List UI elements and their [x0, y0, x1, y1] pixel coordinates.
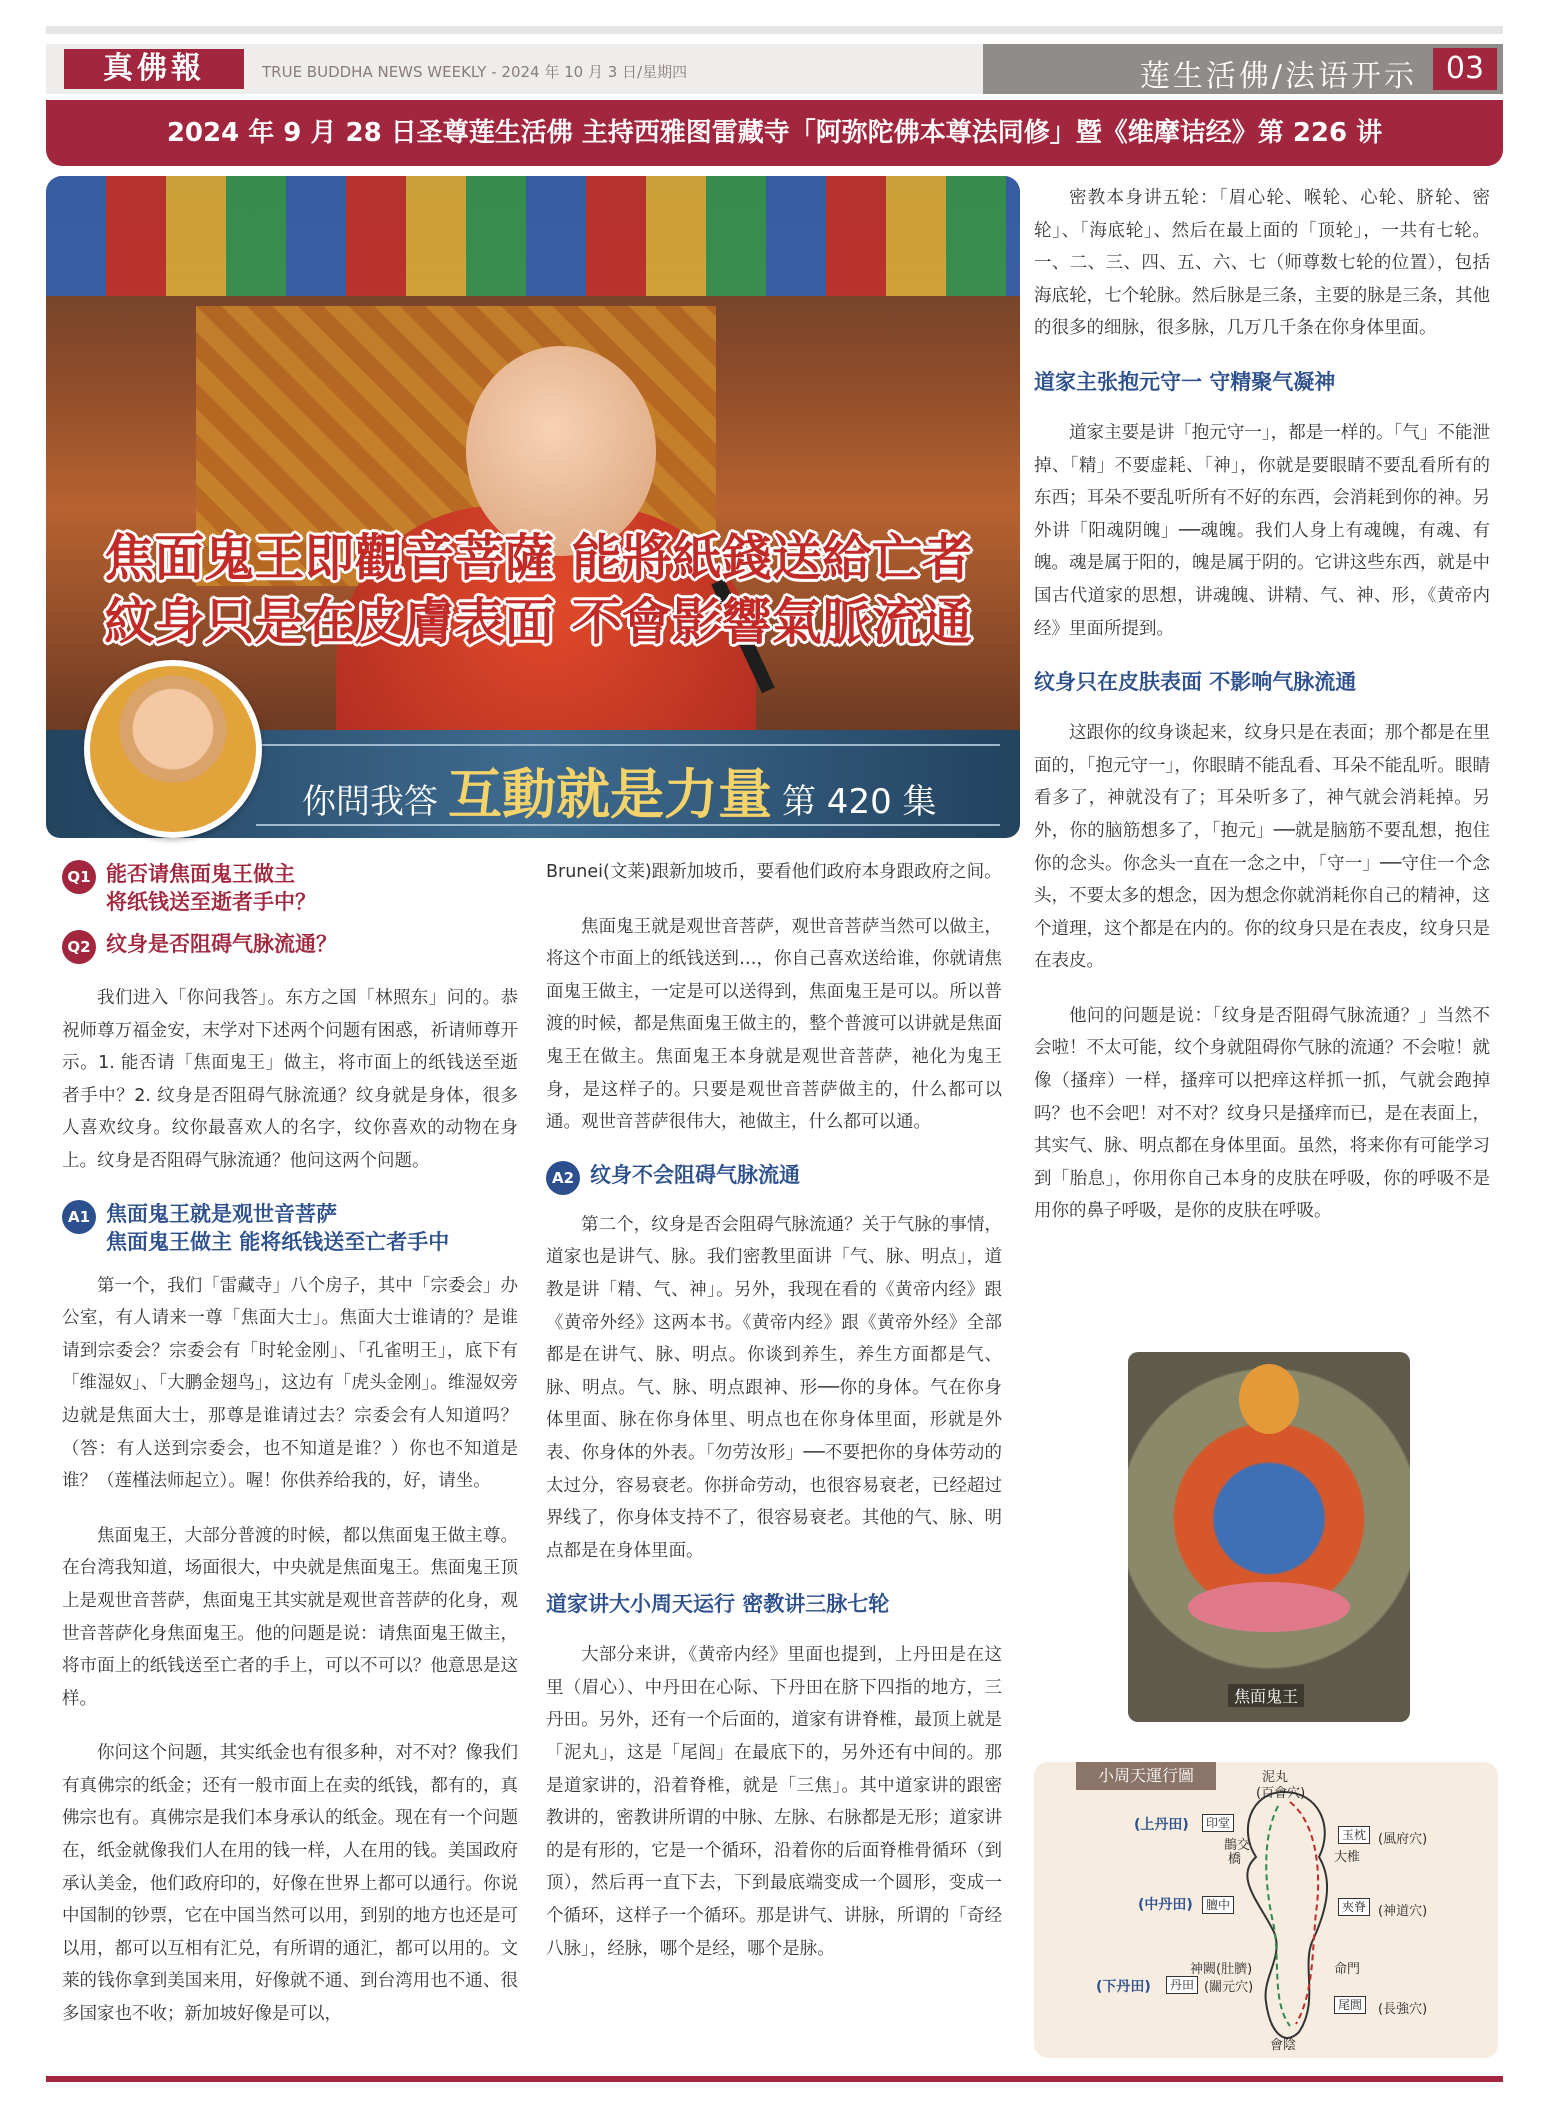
q2-badge: Q2 — [62, 930, 96, 964]
q1-line-1: 能否请焦面鬼王做主 — [106, 862, 295, 886]
label-queqiao-1: 鵲交 — [1224, 1838, 1251, 1853]
label-upper-dantian: (上丹田) — [1134, 1817, 1189, 1833]
paragraph: 第一个，我们「雷藏寺」八个房子，其中「宗委会」办公室，有人请来一尊「焦面大士」。焦面大士谁请的？是谁请到宗委会？宗委会有「时轮金刚」、「孔雀明王」，底下有「维湿奴」、「大鹏金翅鸟」，这边有「虎头金刚」。维湿奴旁边就是焦面大士，那尊是谁请过去？宗委会有人知道吗？（答：有人送到宗委会，也不知道是谁？）你也不知道是谁？（莲槿法师起立）。喔！你供养给我的，好，请坐。 — [62, 1275, 518, 1492]
label-huiyin: 會陰 — [1270, 2038, 1297, 2053]
hero-face — [466, 346, 656, 556]
column-1 — [62, 860, 518, 2031]
question-2 — [62, 930, 518, 964]
label-shendao: (神道穴) — [1378, 1904, 1428, 1919]
headline-line-2: 紋身只是在皮膚表面 不會影響氣脈流通 — [104, 592, 972, 651]
diagram-title: 小周天運行圖 — [1076, 1762, 1216, 1790]
orbit-diagram — [1034, 1762, 1498, 2058]
box-dantian: 丹田 — [1166, 1976, 1198, 1994]
a1-text — [106, 1200, 449, 1256]
box-yintang: 印堂 — [1202, 1814, 1234, 1832]
label-queqiao-2: 橋 — [1228, 1852, 1242, 1867]
paragraph: 他问的问题是说：「纹身是否阻碍气脉流通？」当然不会啦！不太可能，纹个身就阻碍你气脉的流通？不会啦！就像（搔痒）一样，搔痒可以把痒这样抓一抓，气就会跑掉吗？也不会吧！对不对？纹身只是搔痒而已，是在表面上，其实气、脉、明点都在身体里面。虽然，将来你有可能学习到「胎息」，你用你自己本身的皮肤在呼吸，你的呼吸不是用你的鼻子呼吸，是你的皮肤在呼吸。 — [1034, 1005, 1490, 1222]
label-lower-dantian: (下丹田) — [1096, 1979, 1151, 1995]
answer-2 — [546, 1161, 1002, 1195]
box-weilv: 尾閭 — [1334, 1996, 1366, 2014]
event-banner: 2024 年 9 月 28 日圣尊莲生活佛 主持西雅图雷藏寺「阿弥陀佛本尊法同修」暨《维摩诘经》第 226 讲 — [46, 100, 1503, 166]
label-guanyuan: (關元穴) — [1204, 1980, 1254, 1995]
footer-rule — [46, 2076, 1503, 2082]
qa-title-part2: 互動就是力量 — [448, 763, 772, 826]
q1-badge: Q1 — [62, 860, 96, 894]
a2-badge: A2 — [546, 1161, 580, 1195]
a2-text: 纹身不会阻碍气脉流通 — [590, 1162, 800, 1187]
subheading: 道家讲大小周天运行 密教讲三脉七轮 — [546, 1592, 890, 1617]
page-number: 03 — [1433, 48, 1497, 90]
paragraph: 大部分来讲，《黄帝内经》里面也提到，上丹田是在这里（眉心）、中丹田在心际、下丹田在脐下四指的地方，三丹田。另外，还有一个后面的，道家有讲脊椎，最顶上就是「泥丸」，这是「尾闾」在最底下的，另外还有中间的。那是道家讲的，沿着脊椎，就是「三焦」。其中道家讲的跟密教讲的，密教讲所谓的中脉、左脉、右脉都是无形；道家讲的是有形的，它是一个循环，沿着你的后面脊椎骨循环（到顶），然后再一直下去，下到最底端变成一个圆形，变成一个循环，这样子一个循环。那是讲气、讲脉，所谓的「奇经八脉」，经脉，哪个是经，哪个是脉。 — [546, 1645, 1002, 1959]
box-jiaji: 夾脊 — [1338, 1898, 1370, 1916]
section-title: 莲生活佛/法语开示 — [1139, 59, 1417, 94]
thangka-halo — [1239, 1364, 1299, 1434]
thangka-caption: 焦面鬼王 — [1228, 1684, 1304, 1707]
label-middle-dantian: (中丹田) — [1138, 1897, 1193, 1913]
a1-badge: A1 — [62, 1200, 96, 1234]
q2-text: 纹身是否阻碍气脉流通？ — [106, 932, 337, 956]
paragraph: 密教本身讲五轮：「眉心轮、喉轮、心轮、脐轮、密轮」、「海底轮」、然后在最上面的「顶轮」，一共有七轮。一、二、三、四、五、六、七（师尊数七轮的位置），包括海底轮，七个轮脉。然后脉是三条，主要的脉是三条，其他的很多的细脉，很多脉，几万几千条在你身体里面。 — [1034, 188, 1490, 339]
masthead-subtitle: TRUE BUDDHA NEWS WEEKLY - 2024 年 10 月 3 日/星期四 — [262, 63, 688, 81]
avatar — [84, 660, 262, 838]
label-niwan: 泥丸 — [1262, 1770, 1289, 1785]
headline-line-1: 焦面鬼王即觀音菩薩 能將紙錢送給亡者 — [104, 528, 972, 587]
masthead — [46, 44, 1503, 94]
answer-1 — [62, 1200, 518, 1256]
subheading: 纹身只在皮肤表面 不影响气脉流通 — [1034, 670, 1357, 695]
question-1 — [62, 860, 518, 916]
headline — [68, 526, 1008, 654]
box-yuzhen: 玉枕 — [1338, 1826, 1370, 1844]
column-3 — [1034, 182, 1490, 1228]
subheading: 道家主张抱元守一 守精聚气凝神 — [1034, 369, 1336, 394]
hero-canopy — [46, 176, 1020, 296]
paragraph: 焦面鬼王，大部分普渡的时候，都以焦面鬼王做主尊。在台湾我知道，场面很大，中央就是焦面鬼王。焦面鬼王顶上是观世音菩萨，焦面鬼王其实就是观世音菩萨的化身，观世音菩萨化身焦面鬼王。他的问题是说：请焦面鬼王做主，将市面上的纸钱送至亡者的手上，可以不可以？他意思是这样。 — [62, 1525, 518, 1709]
box-tanzhong: 膻中 — [1202, 1896, 1234, 1914]
masthead-right — [983, 44, 1503, 94]
paragraph: Brunei(文莱)跟新加坡币，要看他们政府本身跟政府之间。 — [546, 862, 1002, 882]
hero-photo — [46, 176, 1020, 730]
label-baihui: (百會穴) — [1256, 1786, 1306, 1801]
label-fengfu: (風府穴) — [1378, 1832, 1428, 1847]
a1-line-1: 焦面鬼王就是观世音菩萨 — [106, 1201, 337, 1226]
paragraph: 你问这个问题，其实纸金也有很多种，对不对？像我们有真佛宗的纸金；还有一般市面上在卖的纸钱，都有的，真佛宗也有。真佛宗是我们本身承认的纸金。现在有一个问题在，纸金就像我们人在用的钱一样，人在用的钱。美国政府承认美金，他们政府印的，好像在世界上都可以通行。你说中国制的钞票，它在中国当然可以用，到别的地方也还是可以用，都可以互相有汇兑，有所谓的通汇，都可以用的。文莱的钱你拿到美国来用，好像就不通、到台湾用也不通、很多国家也不收；新加坡好像是可以， — [62, 1743, 518, 2025]
label-dazhui: 大椎 — [1334, 1850, 1361, 1865]
thangka-image — [1128, 1352, 1410, 1722]
label-shenque: 神闕(肚臍) — [1190, 1962, 1253, 1977]
paragraph: 焦面鬼王就是观世音菩萨，观世音菩萨当然可以做主，将这个市面上的纸钱送到…，你自己喜欢送给谁，你就请焦面鬼王做主，一定是可以送得到，焦面鬼王是可以。所以普渡的时候，都是焦面鬼王做主的，整个普渡可以讲就是焦面鬼王在做主。焦面鬼王本身就是观世音菩萨，祂化为鬼王身，是这样子的。只要是观世音菩萨做主的，什么都可以通。观世音菩萨很伟大，祂做主，什么都可以通。 — [546, 916, 1002, 1133]
qa-title-part1: 你問我答 — [302, 782, 438, 822]
qa-title-episode: 第 420 集 — [782, 782, 937, 822]
paragraph: 这跟你的纹身谈起来，纹身只是在表面；那个都是在里面的，「抱元守一」，你眼睛不能乱看、耳朵不能乱听。眼睛看多了，神就没有了；耳朵听多了，神气就会消耗掉。另外，你的脑筋想多了，「抱元」──就是脑筋不要乱想，抱住你的念头。你念头一直在一念之中，「守一」──守住一个念头，不要太多的想念，因为想念你就消耗你自己的精神，这个道理，这个都是在内的。你的纹身只是在表皮，纹身只是在表皮。 — [1034, 723, 1490, 972]
q1-line-2: 将纸钱送至逝者手中？ — [106, 890, 316, 914]
qa-title — [302, 752, 937, 829]
masthead-left — [46, 44, 996, 94]
body-outline-icon — [1034, 1762, 1498, 2058]
column-2 — [546, 856, 1002, 1965]
qa-rule-top — [256, 744, 1000, 746]
intro-paragraph: 我们进入「你问我答」。东方之国「林照东」问的。恭祝师尊万福金安，末学对下述两个问题有困惑，祈请师尊开示。1. 能否请「焦面鬼王」做主，将市面上的纸钱送至逝者手中？2. 纹身是否阻碍气脉流通？纹身就是身体，很多人喜欢纹身。纹你最喜欢人的名字，纹你喜欢的动物在身上。纹身是否阻碍气脉流通？他问这两个问题。 — [62, 988, 518, 1171]
paragraph: 道家主要是讲「抱元守一」，都是一样的。「气」不能泄掉、「精」不要虚耗、「神」，你就是要眼睛不要乱看所有的东西；耳朵不要乱听所有不好的东西，会消耗到你的神。另外讲「阳魂阴魄」──魂魄。我们人身上有魂魄，有魂、有魄。魂是属于阳的，魄是属于阴的。它讲这些东西，就是中国古代道家的思想，讲魂魄、讲精、气、神、形，《黄帝内经》里面所提到。 — [1034, 422, 1490, 639]
top-rule — [46, 26, 1503, 34]
q1-text — [106, 860, 316, 916]
newspaper-logo: 真佛報 — [64, 49, 244, 89]
a1-line-2: 焦面鬼王做主 能将纸钱送至亡者手中 — [106, 1229, 450, 1254]
thangka-lotus — [1188, 1582, 1350, 1632]
paragraph: 第二个，纹身是否会阻碍气脉流通？关于气脉的事情，道家也是讲气、脉。我们密教里面讲「气、脉、明点」，道教是讲「精、气、神」。另外，我现在看的《黄帝内经》跟《黄帝外经》这两本书。《黄帝内经》跟《黄帝外经》全部都是在讲气、脉、明点。你谈到养生，养生方面都是气、脉、明点。气、脉、明点跟神、形──你的身体。气在你身体里面、脉在你身体里、明点也在你身体里面，形就是外表、你身体的外表。「勿劳汝形」──不要把你的身体劳动的太过分，容易衰老。你拼命劳动，也很容易衰老，已经超过界线了，你身体支持不了，很容易衰老。其他的气、脉、明点都是在身体里面。 — [546, 1214, 1002, 1561]
label-changqiang: (長強穴) — [1378, 2002, 1428, 2017]
label-mingmen: 命門 — [1334, 1962, 1361, 1977]
